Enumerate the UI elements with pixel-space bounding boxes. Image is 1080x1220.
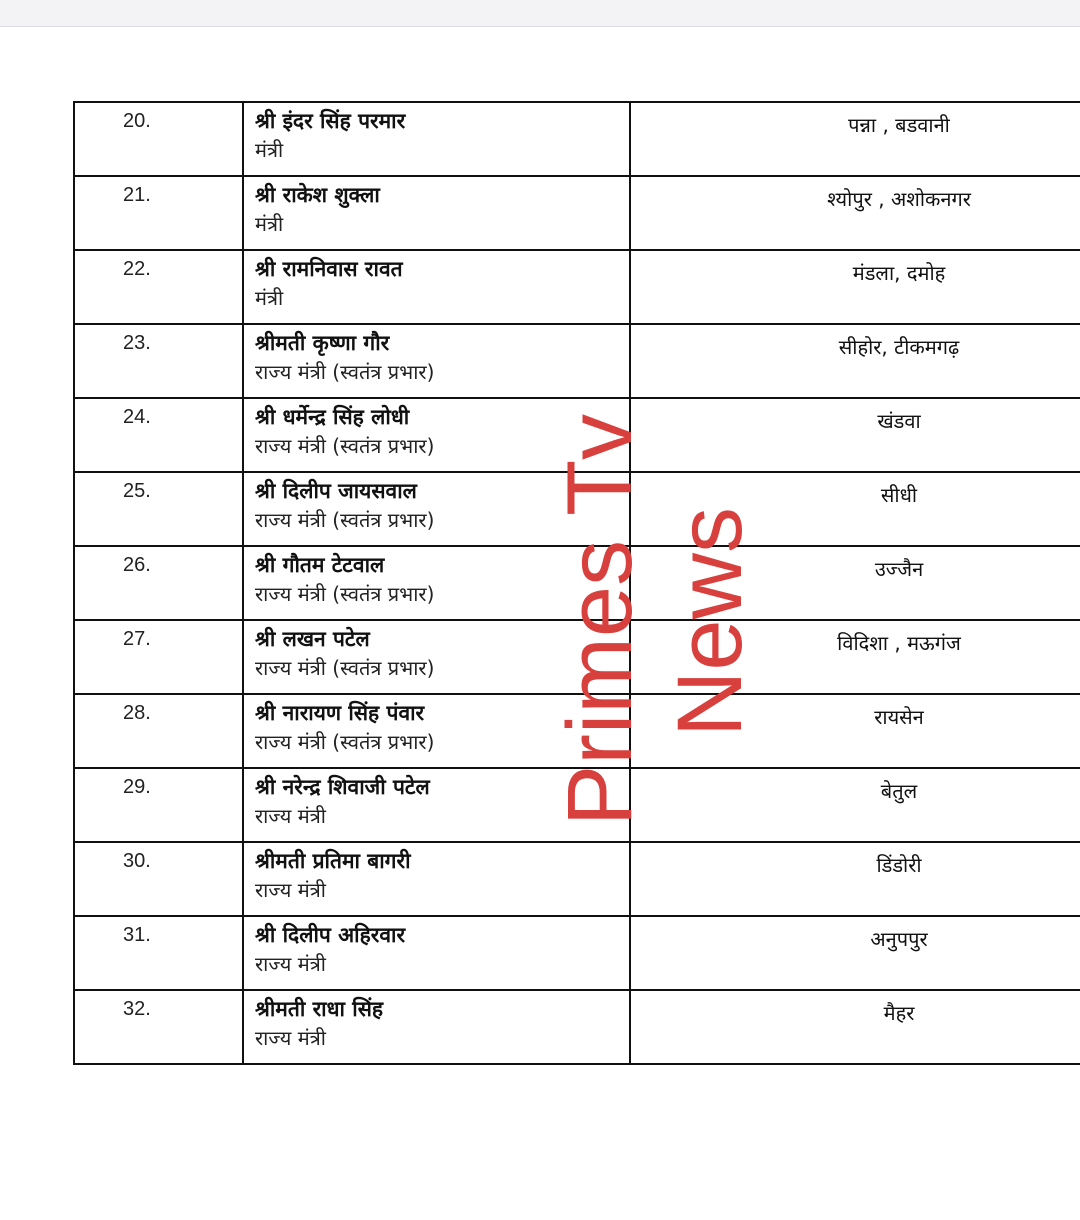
serial-cell xyxy=(74,176,243,250)
district-cell xyxy=(630,694,1080,768)
watermark-line-1: Primes Tv xyxy=(549,413,651,827)
minister-cell xyxy=(243,842,630,916)
minister-name: श्रीमती कृष्णा गौर xyxy=(255,331,390,355)
serial-number: 22. xyxy=(123,258,151,280)
district-cell xyxy=(630,546,1080,620)
table-row xyxy=(74,694,1080,768)
serial-cell xyxy=(74,324,243,398)
district-cell xyxy=(630,990,1080,1064)
serial-cell xyxy=(74,768,243,842)
district-names: खंडवा xyxy=(877,409,921,433)
district-names: अनुपपुर xyxy=(870,927,928,951)
minister-cell xyxy=(243,472,630,546)
serial-cell xyxy=(74,102,243,176)
district-cell xyxy=(630,324,1080,398)
minister-table xyxy=(73,101,1080,1065)
district-cell xyxy=(630,398,1080,472)
minister-name: श्री दिलीप जायसवाल xyxy=(255,479,417,503)
minister-name: श्री लखन पटेल xyxy=(255,627,370,651)
district-names: रायसेन xyxy=(874,705,924,729)
minister-post: राज्य मंत्री (स्वतंत्र प्रभार) xyxy=(255,360,435,384)
serial-number: 20. xyxy=(123,110,151,132)
minister-name: श्री नरेन्द्र शिवाजी पटेल xyxy=(255,775,430,799)
district-names: बेतुल xyxy=(880,779,918,803)
table-row xyxy=(74,546,1080,620)
serial-number: 28. xyxy=(123,702,151,724)
serial-cell xyxy=(74,842,243,916)
district-names: सीहोर, टीकमगढ़ xyxy=(838,335,960,359)
minister-cell xyxy=(243,102,630,176)
minister-cell xyxy=(243,176,630,250)
table-body xyxy=(74,102,1080,1064)
minister-post: राज्य मंत्री xyxy=(255,952,326,976)
serial-cell xyxy=(74,990,243,1064)
minister-name: श्री राकेश शुक्ला xyxy=(255,183,380,207)
district-cell xyxy=(630,842,1080,916)
serial-cell xyxy=(74,546,243,620)
table-row xyxy=(74,620,1080,694)
minister-cell xyxy=(243,546,630,620)
district-cell xyxy=(630,250,1080,324)
district-names: सीधी xyxy=(880,483,918,507)
serial-cell xyxy=(74,620,243,694)
browser-top-bar xyxy=(0,0,1080,27)
district-names: मंडला, दमोह xyxy=(852,261,946,285)
serial-cell xyxy=(74,398,243,472)
minister-cell xyxy=(243,768,630,842)
serial-cell xyxy=(74,250,243,324)
minister-post: मंत्री xyxy=(255,286,284,310)
watermark-line-2: News xyxy=(659,506,761,738)
table-row xyxy=(74,398,1080,472)
serial-number: 30. xyxy=(123,850,151,872)
serial-number: 21. xyxy=(123,184,151,206)
minister-cell xyxy=(243,620,630,694)
serial-number: 25. xyxy=(123,480,151,502)
table-row xyxy=(74,102,1080,176)
district-names: पन्ना , बडवानी xyxy=(848,113,950,137)
table-row xyxy=(74,324,1080,398)
serial-number: 24. xyxy=(123,406,151,428)
serial-number: 29. xyxy=(123,776,151,798)
minister-name: श्रीमती राधा सिंह xyxy=(255,997,384,1021)
minister-post: राज्य मंत्री (स्वतंत्र प्रभार) xyxy=(255,434,435,458)
minister-post: मंत्री xyxy=(255,138,284,162)
minister-cell xyxy=(243,916,630,990)
minister-post: राज्य मंत्री xyxy=(255,804,326,828)
serial-number: 32. xyxy=(123,998,151,1020)
district-names: विदिशा , मऊगंज xyxy=(837,631,961,655)
table-row xyxy=(74,842,1080,916)
table-row xyxy=(74,472,1080,546)
district-cell xyxy=(630,176,1080,250)
minister-post: मंत्री xyxy=(255,212,284,236)
minister-name: श्री नारायण सिंह पंवार xyxy=(255,701,425,725)
district-cell xyxy=(630,916,1080,990)
serial-cell xyxy=(74,694,243,768)
district-cell xyxy=(630,472,1080,546)
table-row xyxy=(74,990,1080,1064)
district-cell xyxy=(630,620,1080,694)
table-row xyxy=(74,768,1080,842)
serial-cell xyxy=(74,916,243,990)
serial-cell xyxy=(74,472,243,546)
district-names: मैहर xyxy=(883,1001,915,1025)
minister-post: राज्य मंत्री xyxy=(255,878,326,902)
minister-cell xyxy=(243,694,630,768)
minister-name: श्री रामनिवास रावत xyxy=(255,257,403,281)
minister-post: राज्य मंत्री (स्वतंत्र प्रभार) xyxy=(255,730,435,754)
minister-name: श्री धर्मेन्द्र सिंह लोधी xyxy=(255,405,410,429)
serial-number: 31. xyxy=(123,924,151,946)
serial-number: 23. xyxy=(123,332,151,354)
table-row xyxy=(74,916,1080,990)
minister-post: राज्य मंत्री (स्वतंत्र प्रभार) xyxy=(255,656,435,680)
minister-post: राज्य मंत्री xyxy=(255,1026,326,1050)
serial-number: 27. xyxy=(123,628,151,650)
minister-name: श्रीमती प्रतिमा बागरी xyxy=(255,849,411,873)
minister-cell xyxy=(243,324,630,398)
minister-name: श्री इंदर सिंह परमार xyxy=(255,109,406,133)
district-names: डिंडोरी xyxy=(876,853,922,877)
district-cell xyxy=(630,102,1080,176)
minister-cell xyxy=(243,398,630,472)
district-names: उज्जैन xyxy=(874,557,924,581)
minister-name: श्री गौतम टेटवाल xyxy=(255,553,385,577)
table-row xyxy=(74,176,1080,250)
minister-cell xyxy=(243,990,630,1064)
minister-post: राज्य मंत्री (स्वतंत्र प्रभार) xyxy=(255,508,435,532)
serial-number: 26. xyxy=(123,554,151,576)
district-cell xyxy=(630,768,1080,842)
minister-post: राज्य मंत्री (स्वतंत्र प्रभार) xyxy=(255,582,435,606)
minister-cell xyxy=(243,250,630,324)
minister-name: श्री दिलीप अहिरवार xyxy=(255,923,406,947)
table-row xyxy=(74,250,1080,324)
district-names: श्योपुर , अशोकनगर xyxy=(827,187,971,211)
